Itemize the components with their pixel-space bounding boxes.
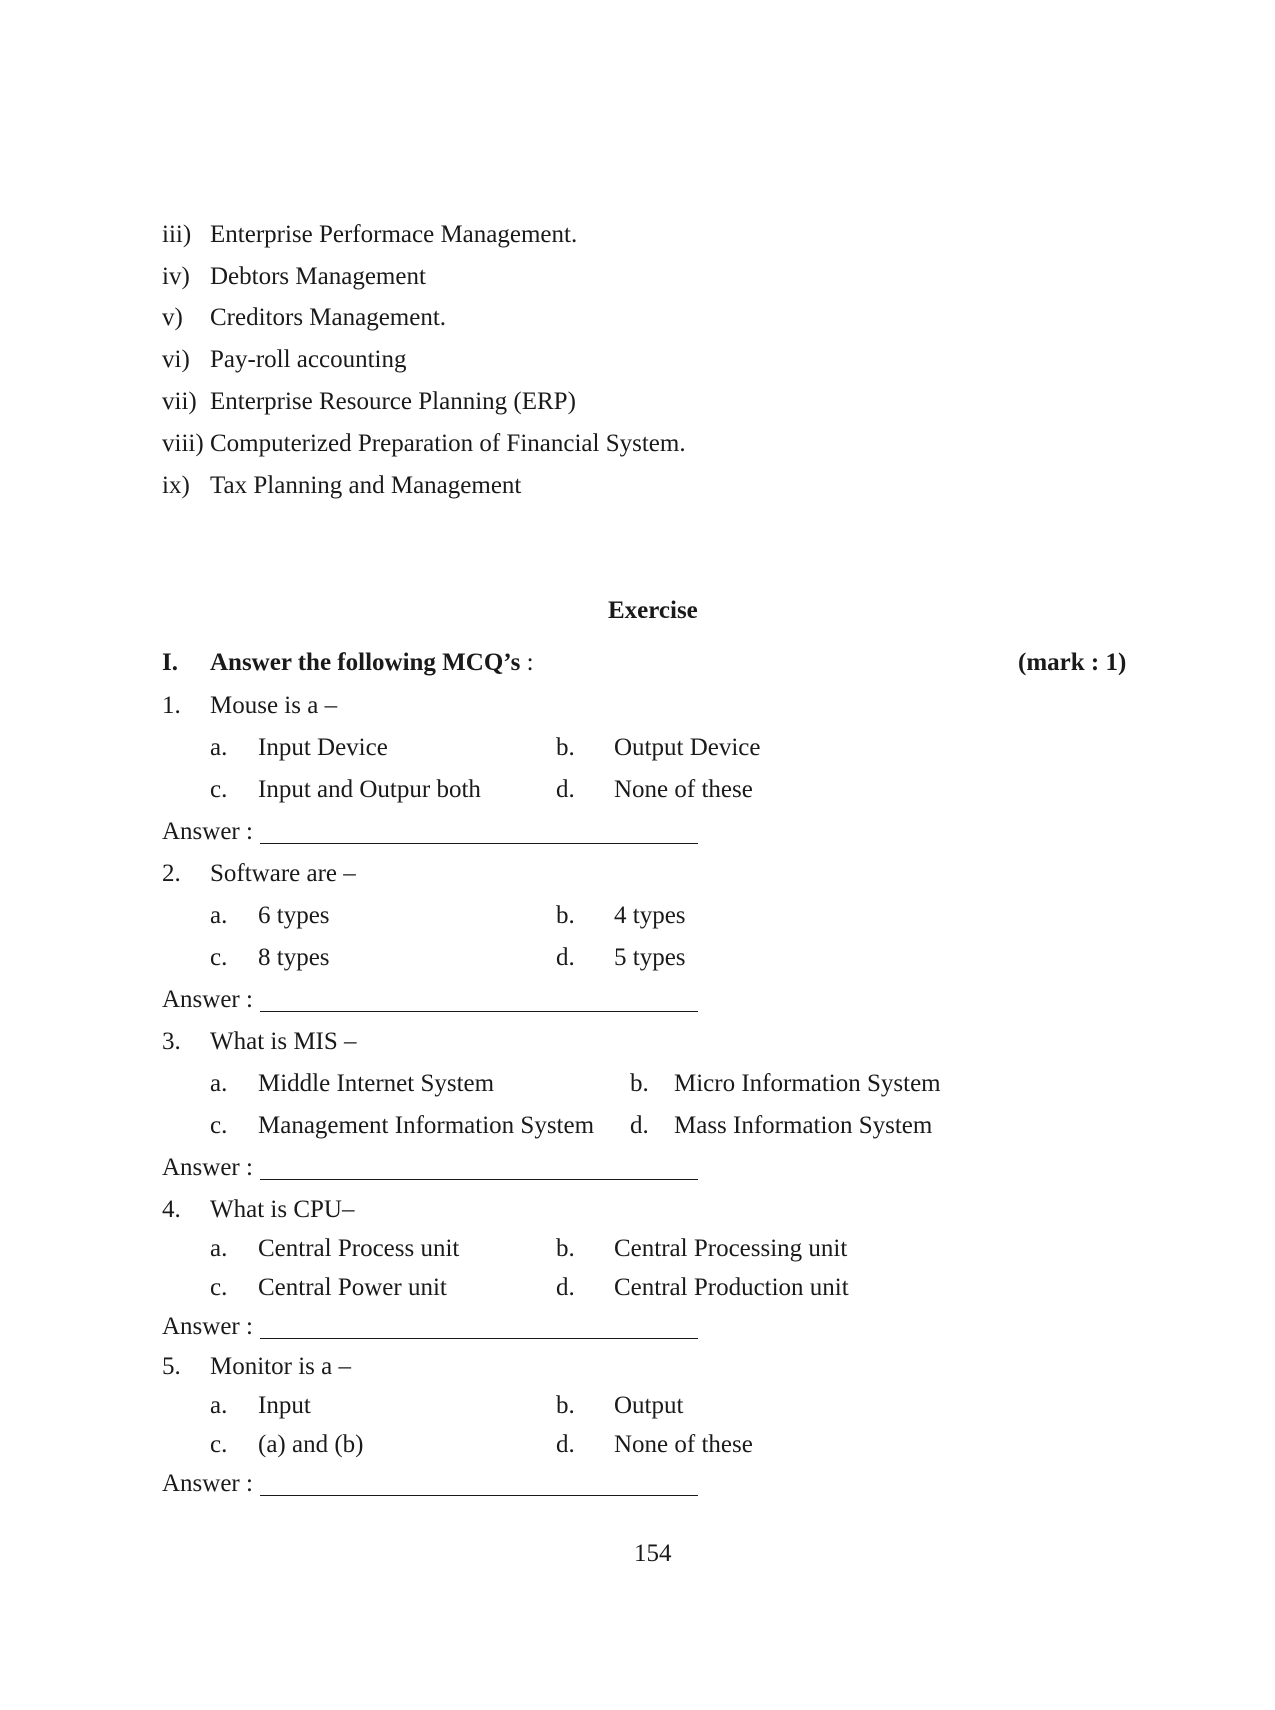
section-heading (210, 650, 534, 675)
option-letter: a. (210, 902, 228, 929)
option-letter: d. (556, 1274, 575, 1301)
section-number: I. (162, 649, 178, 676)
question-number: 3. (162, 1028, 181, 1055)
list-item-number: ix) (162, 472, 190, 499)
option-letter: b. (630, 1070, 649, 1097)
question-number: 1. (162, 692, 181, 719)
option-text: (a) and (b) (258, 1431, 364, 1458)
option-letter: d. (630, 1112, 649, 1139)
question-number: 5. (162, 1353, 181, 1380)
list-item-text: Debtors Management (210, 263, 426, 290)
option-text: None of these (614, 1431, 753, 1458)
marks-label: (mark : 1) (1018, 649, 1127, 676)
list-item-number: viii) (162, 430, 204, 457)
option-text: Central Power unit (258, 1274, 447, 1301)
list-item-text: Computerized Preparation of Financial System. (210, 430, 686, 457)
option-letter: b. (556, 734, 575, 761)
option-text: Central Production unit (614, 1274, 849, 1301)
answer-line[interactable] (260, 843, 698, 844)
option-letter: a. (210, 1070, 228, 1097)
option-text: Output (614, 1392, 684, 1419)
answer-label: Answer : (162, 986, 253, 1013)
option-text: None of these (614, 776, 753, 803)
option-text: 4 types (614, 902, 686, 929)
answer-line[interactable] (260, 1495, 698, 1496)
list-item-text: Tax Planning and Management (210, 472, 522, 499)
question-text: What is MIS – (210, 1028, 357, 1055)
option-text: Input (258, 1392, 311, 1419)
answer-label: Answer : (162, 1313, 253, 1340)
question-text: Software are – (210, 860, 356, 887)
option-letter: c. (210, 776, 228, 803)
list-item-text: Enterprise Performace Management. (210, 221, 578, 248)
answer-line[interactable] (260, 1011, 698, 1012)
option-letter: a. (210, 734, 228, 761)
question-number: 2. (162, 860, 181, 887)
option-letter: d. (556, 776, 575, 803)
option-letter: b. (556, 902, 575, 929)
list-item-text: Pay-roll accounting (210, 346, 407, 373)
option-text: Central Process unit (258, 1235, 460, 1262)
option-letter: a. (210, 1235, 228, 1262)
list-item-number: iii) (162, 221, 192, 248)
list-item-number: iv) (162, 263, 190, 290)
option-letter: c. (210, 1274, 228, 1301)
option-text: Micro Information System (674, 1070, 941, 1097)
option-letter: c. (210, 944, 228, 971)
question-text: What is CPU– (210, 1196, 355, 1223)
list-item-number: vi) (162, 346, 190, 373)
answer-label: Answer : (162, 818, 253, 845)
option-letter: d. (556, 1431, 575, 1458)
option-text: 6 types (258, 902, 330, 929)
list-item-number: v) (162, 304, 183, 331)
page-number: 154 (634, 1540, 672, 1567)
option-letter: c. (210, 1431, 228, 1458)
answer-line[interactable] (260, 1179, 698, 1180)
option-letter: d. (556, 944, 575, 971)
section-colon: : (520, 649, 534, 676)
answer-label: Answer : (162, 1470, 253, 1497)
option-text: Mass Information System (674, 1112, 933, 1139)
list-item-text: Creditors Management. (210, 304, 447, 331)
question-number: 4. (162, 1196, 181, 1223)
section-title: Answer the following MCQ’s (210, 649, 521, 676)
question-text: Monitor is a – (210, 1353, 351, 1380)
option-text: Input Device (258, 734, 388, 761)
option-letter: b. (556, 1235, 575, 1262)
option-text: Central Processing unit (614, 1235, 848, 1262)
option-text: Middle Internet System (258, 1070, 495, 1097)
option-text: 8 types (258, 944, 330, 971)
answer-line[interactable] (260, 1338, 698, 1339)
list-item-number: vii) (162, 388, 197, 415)
list-item-text: Enterprise Resource Planning (ERP) (210, 388, 576, 415)
option-letter: b. (556, 1392, 575, 1419)
question-text: Mouse is a – (210, 692, 338, 719)
answer-label: Answer : (162, 1154, 253, 1181)
option-text: 5 types (614, 944, 686, 971)
option-letter: c. (210, 1112, 228, 1139)
option-letter: a. (210, 1392, 228, 1419)
exercise-title: Exercise (608, 597, 698, 624)
option-text: Input and Outpur both (258, 776, 481, 803)
option-text: Output Device (614, 734, 761, 761)
option-text: Management Information System (258, 1112, 595, 1139)
